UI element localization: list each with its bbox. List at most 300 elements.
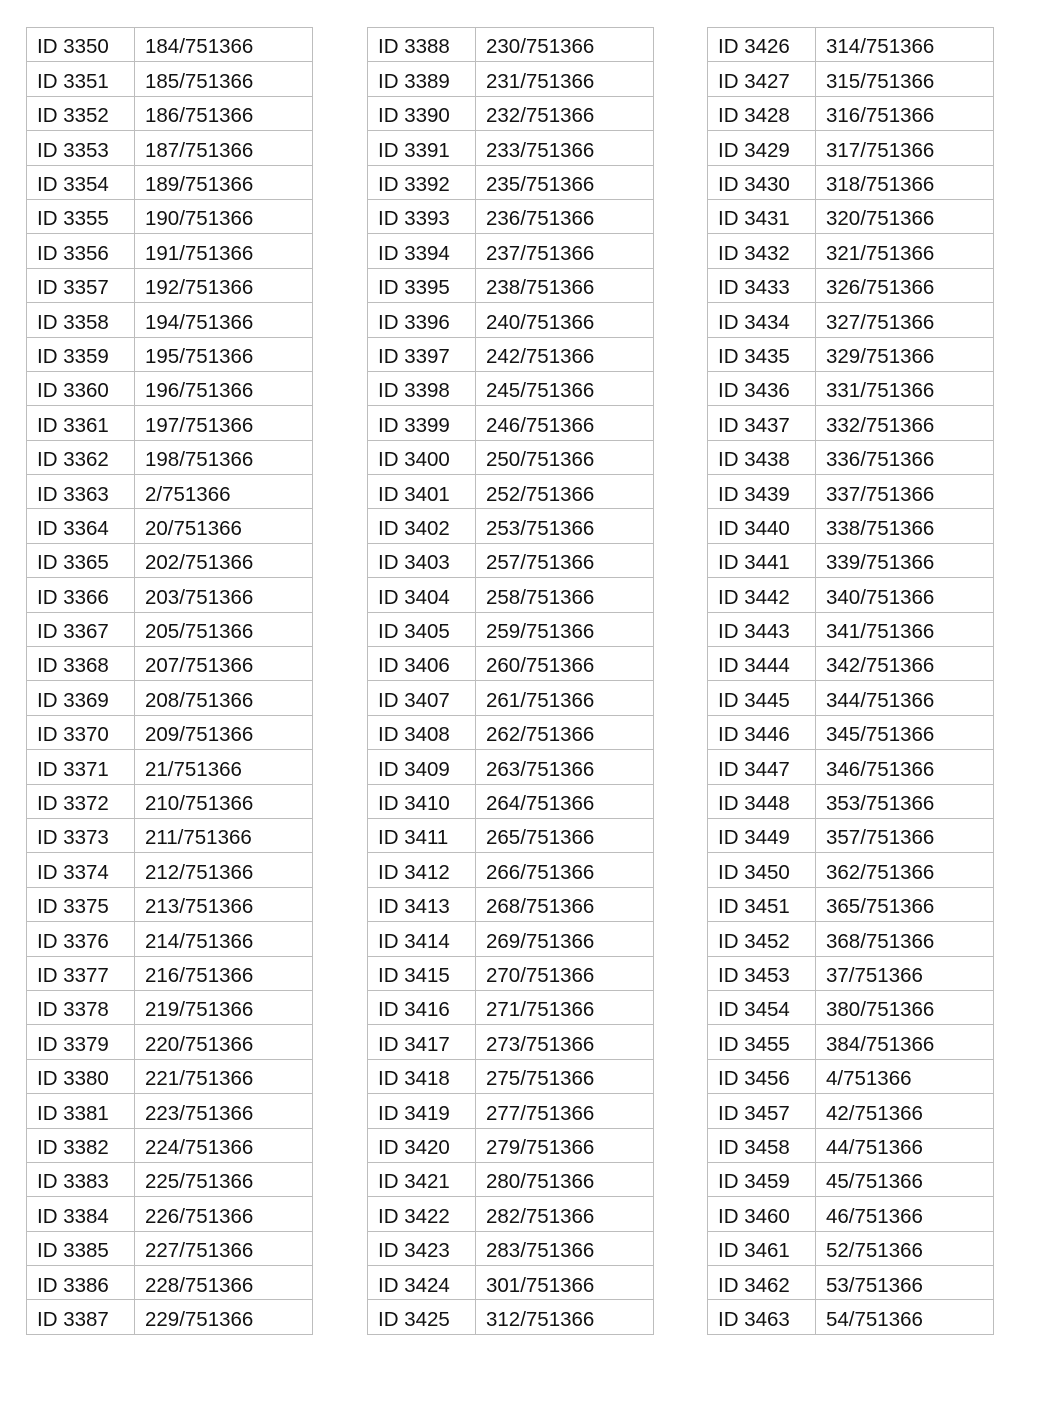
table-row — [708, 922, 994, 956]
table-row — [368, 612, 654, 646]
row-value-cell: 246/751366 — [476, 406, 654, 440]
row-id-cell: ID 3407 — [368, 681, 476, 715]
row-value-cell: 210/751366 — [135, 784, 313, 818]
table-row — [27, 1266, 313, 1300]
row-value-cell: 187/751366 — [135, 131, 313, 165]
row-value-cell: 21/751366 — [135, 750, 313, 784]
row-id-cell: ID 3377 — [27, 956, 135, 990]
row-id-cell: ID 3455 — [708, 1025, 816, 1059]
row-id-cell: ID 3457 — [708, 1094, 816, 1128]
row-value-cell: 329/751366 — [816, 337, 994, 371]
row-id-cell: ID 3403 — [368, 543, 476, 577]
table-row — [27, 887, 313, 921]
table-row — [708, 784, 994, 818]
row-id-cell: ID 3418 — [368, 1059, 476, 1093]
row-value-cell: 232/751366 — [476, 96, 654, 130]
row-value-cell: 259/751366 — [476, 612, 654, 646]
row-id-cell: ID 3439 — [708, 475, 816, 509]
table-row — [368, 199, 654, 233]
row-value-cell: 269/751366 — [476, 922, 654, 956]
row-id-cell: ID 3380 — [27, 1059, 135, 1093]
table-row — [368, 1300, 654, 1334]
row-value-cell: 252/751366 — [476, 475, 654, 509]
row-id-cell: ID 3419 — [368, 1094, 476, 1128]
row-id-cell: ID 3450 — [708, 853, 816, 887]
row-id-cell: ID 3350 — [27, 28, 135, 62]
row-id-cell: ID 3352 — [27, 96, 135, 130]
row-value-cell: 344/751366 — [816, 681, 994, 715]
row-value-cell: 277/751366 — [476, 1094, 654, 1128]
table-row — [27, 28, 313, 62]
row-value-cell: 257/751366 — [476, 543, 654, 577]
table-row — [708, 62, 994, 96]
table-row — [708, 750, 994, 784]
row-id-cell: ID 3462 — [708, 1266, 816, 1300]
table-row — [368, 578, 654, 612]
row-id-cell: ID 3441 — [708, 543, 816, 577]
table-row — [368, 337, 654, 371]
table-row — [708, 543, 994, 577]
row-value-cell: 2/751366 — [135, 475, 313, 509]
row-id-cell: ID 3393 — [368, 199, 476, 233]
row-id-cell: ID 3424 — [368, 1266, 476, 1300]
row-id-cell: ID 3416 — [368, 990, 476, 1024]
row-value-cell: 318/751366 — [816, 165, 994, 199]
row-value-cell: 260/751366 — [476, 647, 654, 681]
row-id-cell: ID 3463 — [708, 1300, 816, 1334]
row-id-cell: ID 3367 — [27, 612, 135, 646]
row-id-cell: ID 3446 — [708, 715, 816, 749]
row-value-cell: 20/751366 — [135, 509, 313, 543]
row-id-cell: ID 3414 — [368, 922, 476, 956]
table-row — [368, 681, 654, 715]
row-value-cell: 202/751366 — [135, 543, 313, 577]
row-id-cell: ID 3395 — [368, 268, 476, 302]
row-id-cell: ID 3402 — [368, 509, 476, 543]
row-value-cell: 230/751366 — [476, 28, 654, 62]
table-row — [368, 509, 654, 543]
row-id-cell: ID 3436 — [708, 371, 816, 405]
row-value-cell: 52/751366 — [816, 1231, 994, 1265]
row-value-cell: 46/751366 — [816, 1197, 994, 1231]
row-id-cell: ID 3351 — [27, 62, 135, 96]
row-id-cell: ID 3452 — [708, 922, 816, 956]
row-value-cell: 237/751366 — [476, 234, 654, 268]
row-value-cell: 195/751366 — [135, 337, 313, 371]
row-id-cell: ID 3422 — [368, 1197, 476, 1231]
row-id-cell: ID 3449 — [708, 818, 816, 852]
table-row — [368, 750, 654, 784]
table-row — [708, 440, 994, 474]
row-id-cell: ID 3400 — [368, 440, 476, 474]
table-row — [708, 1094, 994, 1128]
row-value-cell: 229/751366 — [135, 1300, 313, 1334]
row-value-cell: 265/751366 — [476, 818, 654, 852]
table-row — [27, 1059, 313, 1093]
row-id-cell: ID 3405 — [368, 612, 476, 646]
table-row — [708, 715, 994, 749]
table-row — [27, 750, 313, 784]
row-id-cell: ID 3437 — [708, 406, 816, 440]
row-value-cell: 194/751366 — [135, 303, 313, 337]
table-row — [368, 715, 654, 749]
row-id-cell: ID 3368 — [27, 647, 135, 681]
row-id-cell: ID 3359 — [27, 337, 135, 371]
row-id-cell: ID 3371 — [27, 750, 135, 784]
row-value-cell: 54/751366 — [816, 1300, 994, 1334]
row-id-cell: ID 3374 — [27, 853, 135, 887]
row-id-cell: ID 3365 — [27, 543, 135, 577]
row-value-cell: 185/751366 — [135, 62, 313, 96]
row-id-cell: ID 3394 — [368, 234, 476, 268]
row-id-cell: ID 3444 — [708, 647, 816, 681]
row-id-cell: ID 3361 — [27, 406, 135, 440]
row-id-cell: ID 3398 — [368, 371, 476, 405]
row-value-cell: 341/751366 — [816, 612, 994, 646]
row-id-cell: ID 3404 — [368, 578, 476, 612]
row-id-cell: ID 3390 — [368, 96, 476, 130]
row-id-cell: ID 3391 — [368, 131, 476, 165]
id-table-right — [707, 27, 994, 1335]
table-row — [368, 28, 654, 62]
row-id-cell: ID 3421 — [368, 1162, 476, 1196]
table-row — [27, 990, 313, 1024]
row-id-cell: ID 3382 — [27, 1128, 135, 1162]
table-row — [368, 371, 654, 405]
row-id-cell: ID 3376 — [27, 922, 135, 956]
row-value-cell: 197/751366 — [135, 406, 313, 440]
row-id-cell: ID 3442 — [708, 578, 816, 612]
row-id-cell: ID 3426 — [708, 28, 816, 62]
row-value-cell: 225/751366 — [135, 1162, 313, 1196]
table-row — [368, 784, 654, 818]
row-id-cell: ID 3461 — [708, 1231, 816, 1265]
table-row — [708, 199, 994, 233]
row-id-cell: ID 3451 — [708, 887, 816, 921]
row-value-cell: 339/751366 — [816, 543, 994, 577]
row-value-cell: 357/751366 — [816, 818, 994, 852]
row-id-cell: ID 3409 — [368, 750, 476, 784]
row-value-cell: 207/751366 — [135, 647, 313, 681]
row-value-cell: 312/751366 — [476, 1300, 654, 1334]
row-id-cell: ID 3392 — [368, 165, 476, 199]
table-row — [27, 475, 313, 509]
row-id-cell: ID 3389 — [368, 62, 476, 96]
row-id-cell: ID 3388 — [368, 28, 476, 62]
row-id-cell: ID 3429 — [708, 131, 816, 165]
table-row — [368, 922, 654, 956]
row-value-cell: 353/751366 — [816, 784, 994, 818]
table-row — [368, 234, 654, 268]
table-row — [708, 406, 994, 440]
table-row — [27, 956, 313, 990]
table-row — [368, 165, 654, 199]
row-id-cell: ID 3447 — [708, 750, 816, 784]
row-value-cell: 336/751366 — [816, 440, 994, 474]
table-row — [27, 1094, 313, 1128]
row-id-cell: ID 3397 — [368, 337, 476, 371]
row-value-cell: 320/751366 — [816, 199, 994, 233]
table-row — [27, 578, 313, 612]
row-value-cell: 238/751366 — [476, 268, 654, 302]
row-value-cell: 214/751366 — [135, 922, 313, 956]
row-id-cell: ID 3433 — [708, 268, 816, 302]
table-row — [27, 922, 313, 956]
row-value-cell: 184/751366 — [135, 28, 313, 62]
table-row — [27, 818, 313, 852]
row-value-cell: 226/751366 — [135, 1197, 313, 1231]
row-value-cell: 280/751366 — [476, 1162, 654, 1196]
table-row — [708, 509, 994, 543]
table-row — [27, 647, 313, 681]
row-id-cell: ID 3354 — [27, 165, 135, 199]
table-row — [368, 853, 654, 887]
row-value-cell: 362/751366 — [816, 853, 994, 887]
table-row — [368, 647, 654, 681]
row-value-cell: 242/751366 — [476, 337, 654, 371]
table-row — [368, 1162, 654, 1196]
row-id-cell: ID 3428 — [708, 96, 816, 130]
table-row — [708, 681, 994, 715]
row-id-cell: ID 3408 — [368, 715, 476, 749]
table-row — [27, 337, 313, 371]
row-value-cell: 236/751366 — [476, 199, 654, 233]
table-row — [27, 406, 313, 440]
table-row — [708, 1025, 994, 1059]
row-id-cell: ID 3364 — [27, 509, 135, 543]
row-value-cell: 317/751366 — [816, 131, 994, 165]
row-value-cell: 331/751366 — [816, 371, 994, 405]
row-value-cell: 209/751366 — [135, 715, 313, 749]
table-row — [368, 1197, 654, 1231]
row-value-cell: 301/751366 — [476, 1266, 654, 1300]
row-id-cell: ID 3366 — [27, 578, 135, 612]
row-id-cell: ID 3378 — [27, 990, 135, 1024]
table-row — [708, 578, 994, 612]
row-value-cell: 196/751366 — [135, 371, 313, 405]
table-row — [27, 1025, 313, 1059]
table-row — [708, 647, 994, 681]
table-row — [708, 131, 994, 165]
table-row — [368, 406, 654, 440]
row-value-cell: 380/751366 — [816, 990, 994, 1024]
table-row — [368, 990, 654, 1024]
table-row — [368, 440, 654, 474]
row-id-cell: ID 3363 — [27, 475, 135, 509]
row-id-cell: ID 3357 — [27, 268, 135, 302]
row-value-cell: 262/751366 — [476, 715, 654, 749]
table-row — [708, 371, 994, 405]
table-row — [368, 1025, 654, 1059]
row-value-cell: 223/751366 — [135, 1094, 313, 1128]
row-value-cell: 261/751366 — [476, 681, 654, 715]
table-row — [368, 96, 654, 130]
table-row — [27, 1162, 313, 1196]
table-row — [27, 440, 313, 474]
table-row — [708, 853, 994, 887]
table-row — [368, 1266, 654, 1300]
row-value-cell: 220/751366 — [135, 1025, 313, 1059]
row-value-cell: 190/751366 — [135, 199, 313, 233]
table-row — [27, 96, 313, 130]
table-row — [708, 818, 994, 852]
row-id-cell: ID 3386 — [27, 1266, 135, 1300]
row-id-cell: ID 3453 — [708, 956, 816, 990]
row-id-cell: ID 3401 — [368, 475, 476, 509]
row-value-cell: 186/751366 — [135, 96, 313, 130]
row-value-cell: 279/751366 — [476, 1128, 654, 1162]
row-id-cell: ID 3373 — [27, 818, 135, 852]
table-row — [708, 1231, 994, 1265]
row-value-cell: 189/751366 — [135, 165, 313, 199]
row-value-cell: 268/751366 — [476, 887, 654, 921]
id-table-left — [26, 27, 313, 1335]
row-value-cell: 240/751366 — [476, 303, 654, 337]
row-value-cell: 231/751366 — [476, 62, 654, 96]
row-value-cell: 342/751366 — [816, 647, 994, 681]
row-value-cell: 273/751366 — [476, 1025, 654, 1059]
table-row — [368, 956, 654, 990]
row-value-cell: 208/751366 — [135, 681, 313, 715]
table-row — [708, 337, 994, 371]
row-id-cell: ID 3355 — [27, 199, 135, 233]
row-id-cell: ID 3459 — [708, 1162, 816, 1196]
row-id-cell: ID 3430 — [708, 165, 816, 199]
table-row — [27, 131, 313, 165]
row-value-cell: 365/751366 — [816, 887, 994, 921]
table-row — [27, 371, 313, 405]
table-row — [368, 543, 654, 577]
row-value-cell: 245/751366 — [476, 371, 654, 405]
row-id-cell: ID 3362 — [27, 440, 135, 474]
row-id-cell: ID 3425 — [368, 1300, 476, 1334]
row-id-cell: ID 3432 — [708, 234, 816, 268]
row-value-cell: 270/751366 — [476, 956, 654, 990]
table-row — [27, 62, 313, 96]
row-value-cell: 205/751366 — [135, 612, 313, 646]
row-id-cell: ID 3356 — [27, 234, 135, 268]
row-value-cell: 216/751366 — [135, 956, 313, 990]
table-row — [708, 165, 994, 199]
table-row — [27, 199, 313, 233]
row-value-cell: 332/751366 — [816, 406, 994, 440]
table-row — [27, 715, 313, 749]
row-value-cell: 326/751366 — [816, 268, 994, 302]
row-value-cell: 275/751366 — [476, 1059, 654, 1093]
row-id-cell: ID 3353 — [27, 131, 135, 165]
table-row — [27, 1197, 313, 1231]
row-value-cell: 283/751366 — [476, 1231, 654, 1265]
table-row — [708, 887, 994, 921]
row-id-cell: ID 3375 — [27, 887, 135, 921]
row-id-cell: ID 3448 — [708, 784, 816, 818]
table-row — [368, 1059, 654, 1093]
row-value-cell: 315/751366 — [816, 62, 994, 96]
table-row — [27, 681, 313, 715]
row-id-cell: ID 3454 — [708, 990, 816, 1024]
table-row — [708, 28, 994, 62]
row-id-cell: ID 3431 — [708, 199, 816, 233]
row-value-cell: 203/751366 — [135, 578, 313, 612]
row-id-cell: ID 3385 — [27, 1231, 135, 1265]
row-id-cell: ID 3440 — [708, 509, 816, 543]
row-value-cell: 213/751366 — [135, 887, 313, 921]
row-value-cell: 37/751366 — [816, 956, 994, 990]
table-row — [368, 1231, 654, 1265]
row-value-cell: 384/751366 — [816, 1025, 994, 1059]
row-id-cell: ID 3456 — [708, 1059, 816, 1093]
table-row — [27, 784, 313, 818]
row-value-cell: 253/751366 — [476, 509, 654, 543]
table-row — [27, 268, 313, 302]
row-id-cell: ID 3458 — [708, 1128, 816, 1162]
row-value-cell: 316/751366 — [816, 96, 994, 130]
row-id-cell: ID 3406 — [368, 647, 476, 681]
table-row — [27, 853, 313, 887]
row-id-cell: ID 3369 — [27, 681, 135, 715]
row-id-cell: ID 3360 — [27, 371, 135, 405]
row-value-cell: 198/751366 — [135, 440, 313, 474]
table-row — [368, 887, 654, 921]
table-row — [27, 612, 313, 646]
row-value-cell: 44/751366 — [816, 1128, 994, 1162]
row-value-cell: 233/751366 — [476, 131, 654, 165]
table-row — [368, 475, 654, 509]
row-id-cell: ID 3387 — [27, 1300, 135, 1334]
table-row — [368, 1094, 654, 1128]
row-value-cell: 264/751366 — [476, 784, 654, 818]
row-value-cell: 4/751366 — [816, 1059, 994, 1093]
row-value-cell: 258/751366 — [476, 578, 654, 612]
row-id-cell: ID 3396 — [368, 303, 476, 337]
row-id-cell: ID 3423 — [368, 1231, 476, 1265]
row-value-cell: 212/751366 — [135, 853, 313, 887]
table-row — [368, 268, 654, 302]
table-row — [708, 1128, 994, 1162]
row-value-cell: 53/751366 — [816, 1266, 994, 1300]
row-value-cell: 211/751366 — [135, 818, 313, 852]
row-id-cell: ID 3435 — [708, 337, 816, 371]
table-row — [708, 990, 994, 1024]
row-value-cell: 271/751366 — [476, 990, 654, 1024]
row-value-cell: 42/751366 — [816, 1094, 994, 1128]
row-value-cell: 368/751366 — [816, 922, 994, 956]
row-value-cell: 314/751366 — [816, 28, 994, 62]
row-value-cell: 282/751366 — [476, 1197, 654, 1231]
row-id-cell: ID 3412 — [368, 853, 476, 887]
row-id-cell: ID 3445 — [708, 681, 816, 715]
row-value-cell: 221/751366 — [135, 1059, 313, 1093]
table-row — [708, 1300, 994, 1334]
row-value-cell: 235/751366 — [476, 165, 654, 199]
row-id-cell: ID 3460 — [708, 1197, 816, 1231]
row-value-cell: 228/751366 — [135, 1266, 313, 1300]
row-id-cell: ID 3415 — [368, 956, 476, 990]
table-row — [27, 165, 313, 199]
row-value-cell: 250/751366 — [476, 440, 654, 474]
row-value-cell: 346/751366 — [816, 750, 994, 784]
table-row — [708, 1197, 994, 1231]
table-row — [27, 543, 313, 577]
row-value-cell: 266/751366 — [476, 853, 654, 887]
row-value-cell: 227/751366 — [135, 1231, 313, 1265]
row-value-cell: 345/751366 — [816, 715, 994, 749]
table-row — [708, 303, 994, 337]
table-row — [368, 131, 654, 165]
row-value-cell: 340/751366 — [816, 578, 994, 612]
row-id-cell: ID 3420 — [368, 1128, 476, 1162]
table-row — [27, 234, 313, 268]
